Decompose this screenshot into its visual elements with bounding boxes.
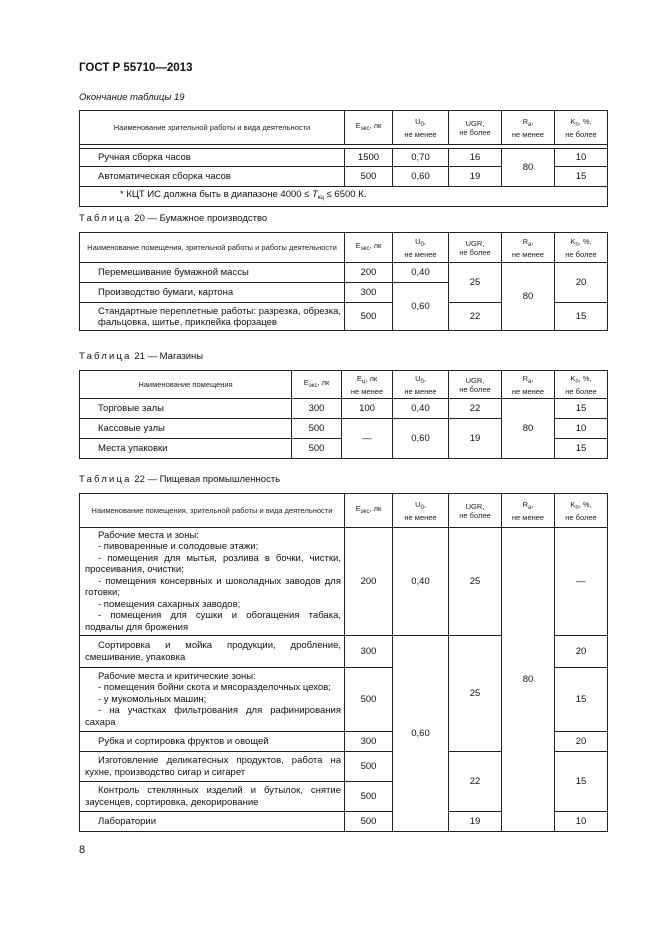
header-u0: $U_0$, не менее — [393, 111, 449, 145]
header-u0: $U_0$, не менее — [393, 371, 449, 399]
table-21-caption: Таблица 21 — Магазины — [79, 351, 204, 362]
cell-u0: 0,40 — [393, 399, 449, 419]
cell-e: 500 — [292, 419, 342, 439]
table-row-name: Лаборатории — [80, 812, 345, 832]
cell-u0: 0,40 — [393, 263, 449, 283]
cell-ra: 80 — [502, 263, 555, 331]
cell-u0: 0,60 — [393, 419, 449, 459]
table-row-name: Изготовление деликатесных продуктов, работа на кухне, производство сигар и сигарет — [80, 752, 345, 782]
cell-kp: 15 — [555, 668, 608, 732]
cell-e: 500 — [345, 752, 393, 782]
cell-e: 300 — [345, 732, 393, 752]
cell-ugr: 22 — [449, 303, 502, 331]
cell-u0: 0,60 — [393, 636, 449, 832]
cell-e: 500 — [345, 782, 393, 812]
header-u0: $U_0$, не менее — [393, 494, 449, 528]
cell-e: 500 — [345, 167, 393, 187]
header-e: $E_{экс}$, лк — [345, 111, 393, 145]
cell-ugr: 19 — [449, 812, 502, 832]
cell-ugr: 22 — [449, 752, 502, 812]
cell-e: 500 — [345, 812, 393, 832]
table-22 — [79, 493, 608, 832]
cell-kp: — — [555, 528, 608, 636]
cell-ra: 80 — [502, 399, 555, 459]
table-row-name: Автоматическая сборка часов — [80, 167, 345, 187]
table-row-name: Рабочие места и критические зоны: - помещения бойни скота и мясоразделочных цехов; - у мукомольных машин; - на участках фильтрования для рафинирования сахара — [80, 668, 345, 732]
header-ugr: UGR, не более — [449, 494, 502, 528]
cell-kp: 10 — [555, 149, 608, 167]
cell-ugr: 16 — [449, 149, 502, 167]
cell-kp: 15 — [555, 752, 608, 812]
cell-ugr: 19 — [449, 167, 502, 187]
header-e: $E_{экс}$, лк — [292, 371, 342, 399]
header-ugr: UGR, не более — [449, 111, 502, 145]
cell-e: 500 — [345, 668, 393, 732]
table-22-caption: Таблица 22 — Пищевая промышленность — [79, 474, 281, 485]
header-kp: $K_п$, %, не более — [555, 111, 608, 145]
cell-ra: 80 — [502, 149, 555, 187]
cell-ugr: 22 — [449, 399, 502, 419]
cell-kp: 10 — [555, 812, 608, 832]
page-number: 8 — [79, 844, 86, 856]
cell-ugr: 25 — [449, 528, 502, 636]
header-name: Наименование зрительной работы и вида деятельности — [80, 111, 345, 145]
header-name: Наименование помещения — [80, 371, 292, 399]
table-row-name: Перемешивание бумажной массы — [80, 263, 345, 283]
cell-ec: — — [342, 419, 393, 459]
cell-ra: 80 — [502, 528, 555, 832]
table-21 — [79, 370, 608, 459]
table-footnote: * КЦТ ИС должна быть в диапазоне $4000 \le T_{кц} \le 6500$ К. — [80, 187, 608, 207]
header-kp: $K_п$, %, не более — [555, 494, 608, 528]
header-ra: $R_a$, не менее — [502, 233, 555, 263]
table-19 — [79, 110, 608, 207]
table-row-name: Контроль стеклянных изделий и бутылок, снятие заусенцев, сортировка, декорирование — [80, 782, 345, 812]
header-ra: $R_a$, не менее — [502, 371, 555, 399]
header-ugr: UGR, не более — [449, 233, 502, 263]
header-ra: $R_a$, не менее — [502, 494, 555, 528]
cell-ec: 100 — [342, 399, 393, 419]
table-row-name: Торговые залы — [80, 399, 292, 419]
cell-kp: 20 — [555, 263, 608, 303]
table-row-name: Кассовые узлы — [80, 419, 292, 439]
table-19-caption: Окончание таблицы 19 — [79, 92, 185, 103]
cell-kp: 15 — [555, 439, 608, 459]
table-row-name: Стандартные переплетные работы: разрезка, обрезка, фальцовка, шитье, приклейка форзацев — [80, 303, 345, 331]
header-kp: $K_п$, %, не более — [555, 233, 608, 263]
header-ra: $R_a$, не менее — [502, 111, 555, 145]
cell-e: 500 — [345, 303, 393, 331]
cell-kp: 20 — [555, 636, 608, 668]
cell-u0: 0,60 — [393, 167, 449, 187]
cell-ugr: 19 — [449, 419, 502, 459]
cell-e: 200 — [345, 528, 393, 636]
table-row-name: Места упаковки — [80, 439, 292, 459]
cell-e: 500 — [292, 439, 342, 459]
cell-u0: 0,40 — [393, 528, 449, 636]
table-row-name: Производство бумаги, картона — [80, 283, 345, 303]
header-name: Наименование помещения, зрительной работы и вида деятельности — [80, 494, 345, 528]
cell-u0: 0,70 — [393, 149, 449, 167]
table-row-name: Сортировка и мойка продукции, дробление, смешивание, упаковка — [80, 636, 345, 668]
header-ugr: UGR, не более — [449, 371, 502, 399]
table-20 — [79, 232, 608, 331]
header-ec: $E_ц$, лк не менее — [342, 371, 393, 399]
cell-u0: 0,60 — [393, 283, 449, 331]
header-kp: $K_п$, %, не более — [555, 371, 608, 399]
cell-e: 300 — [345, 283, 393, 303]
cell-kp: 10 — [555, 419, 608, 439]
header-u0: $U_0$, не менее — [393, 233, 449, 263]
cell-ugr: 25 — [449, 263, 502, 303]
header-e: $E_{экс}$, лк — [345, 233, 393, 263]
cell-kp: 15 — [555, 303, 608, 331]
cell-ugr: 25 — [449, 636, 502, 752]
cell-e: 300 — [292, 399, 342, 419]
cell-e: 200 — [345, 263, 393, 283]
cell-kp: 15 — [555, 167, 608, 187]
cell-e: 1500 — [345, 149, 393, 167]
cell-kp: 20 — [555, 732, 608, 752]
table-row-name: Рубка и сортировка фруктов и овощей — [80, 732, 345, 752]
cell-kp: 15 — [555, 399, 608, 419]
table-20-caption: Таблица 20 — Бумажное производство — [79, 213, 268, 224]
table-row-name: Рабочие места и зоны: - пивоваренные и солодовые этажи; - помещения для мытья, розлива в бочки, чистки, просеивания, очистки; - помещения консервных и шоколадных заводов для готовки; - помещения сахарных заводов; - помещения для сушки и обогащения табака, подвалы для брожения — [80, 528, 345, 636]
cell-e: 300 — [345, 636, 393, 668]
table-row-name: Ручная сборка часов — [80, 149, 345, 167]
header-name: Наименование помещения, зрительной работы и работы деятельности — [80, 233, 345, 263]
header-e: $E_{экс}$, лк — [345, 494, 393, 528]
document-header: ГОСТ Р 55710—2013 — [79, 62, 193, 74]
